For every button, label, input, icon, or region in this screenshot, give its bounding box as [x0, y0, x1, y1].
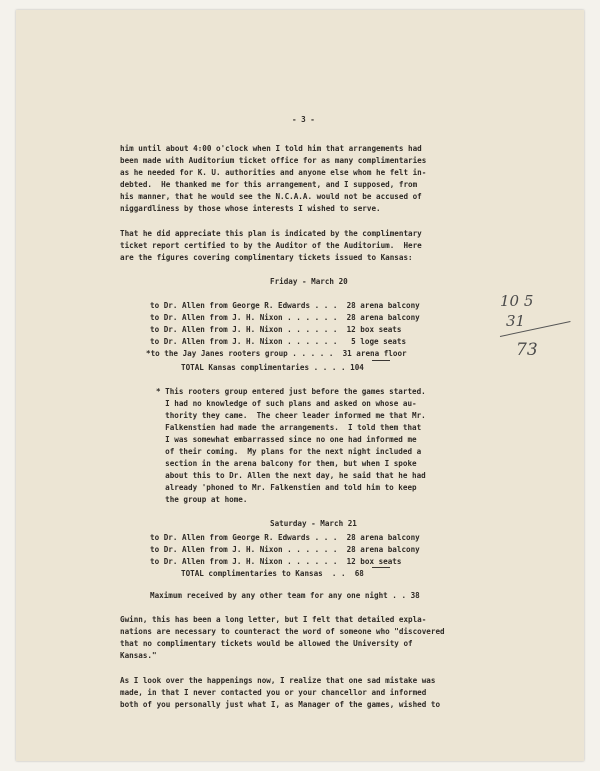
ticket-row: to Dr. Allen from J. H. Nixon . . . . . . 12 box seats: [150, 325, 402, 334]
ticket-row: to Dr. Allen from George R. Edwards . . . 28 arena balcony: [150, 301, 420, 310]
footnote-line: the group at home.: [156, 495, 248, 504]
ticket-row: to Dr. Allen from J. H. Nixon . . . . . . 28 arena balcony: [150, 313, 420, 322]
ticket-row: to Dr. Allen from J. H. Nixon . . . . . . 5 loge seats: [150, 337, 407, 346]
footnote-line: I was somewhat embarrassed since no one had informed me: [156, 435, 417, 444]
paragraph-line: That he did appreciate this plan is indicated by the complimentary: [120, 229, 422, 238]
footnote-line: already 'phoned to Mr. Falkenstien and told him to keep: [156, 483, 417, 492]
saturday-total: TOTAL complimentaries to Kansas . . 68: [181, 569, 364, 578]
paragraph-line: Kansas.": [120, 651, 157, 660]
footnote-line: of their coming. My plans for the next night included a: [156, 447, 422, 456]
footnote-line: * This rooters group entered just before the games started.: [156, 387, 426, 396]
page-number: - 3 -: [292, 115, 315, 124]
letter-page: [16, 10, 584, 761]
handwritten-note: 31: [506, 312, 526, 330]
paragraph-line: as he needed for K. U. authorities and anyone else whom he felt in-: [120, 168, 427, 177]
ticket-row: to Dr. Allen from George R. Edwards . . . 28 arena balcony: [150, 533, 420, 542]
saturday-subtotal-rule: [372, 567, 390, 568]
paragraph-line: both of you personally just what I, as Manager of the games, wished to: [120, 700, 441, 709]
friday-subtotal-rule: [372, 360, 390, 361]
paragraph-line: debted. He thanked me for this arrangement, and I supposed, from: [120, 180, 418, 189]
ticket-row: to Dr. Allen from J. H. Nixon . . . . . . 28 arena balcony: [150, 545, 420, 554]
ticket-row: *to the Jay Janes rooters group . . . . . 31 arena floor: [146, 349, 407, 358]
footnote-line: thority they came. The cheer leader informed me that Mr.: [156, 411, 426, 420]
paragraph-line: that no complimentary tickets would be allowed the University of: [120, 639, 413, 648]
handwritten-note: 73: [516, 340, 538, 360]
paragraph-line: As I look over the happenings now, I realize that one sad mistake was: [120, 676, 436, 685]
paragraph-line: him until about 4:00 o'clock when I told him that arrangements had: [120, 144, 422, 153]
saturday-heading: Saturday - March 21: [270, 519, 357, 528]
maximum-line: Maximum received by any other team for any one night . . 38: [150, 591, 420, 600]
paragraph-line: made, in that I never contacted you or your chancellor and informed: [120, 688, 427, 697]
paragraph-line: his manner, that he would see the N.C.A.A. would not be accused of: [120, 192, 422, 201]
paragraph-line: are the figures covering complimentary tickets issued to Kansas:: [120, 253, 413, 262]
friday-heading: Friday - March 20: [270, 277, 348, 286]
ticket-row: to Dr. Allen from J. H. Nixon . . . . . . 12 box seats: [150, 557, 402, 566]
handwritten-note: 10 5: [500, 292, 534, 310]
paragraph-line: nations are necessary to counteract the word of someone who "discovered: [120, 627, 445, 636]
friday-total: TOTAL Kansas complimentaries . . . . 104: [181, 363, 364, 372]
footnote-line: I had no knowledge of such plans and asked on whose au-: [156, 399, 417, 408]
footnote-line: Falkenstien had made the arrangements. I told them that: [156, 423, 422, 432]
paragraph-line: Gwinn, this has been a long letter, but I felt that detailed expla-: [120, 615, 427, 624]
paragraph-line: been made with Auditorium ticket office for as many complimentaries: [120, 156, 427, 165]
footnote-line: about this to Dr. Allen the next day, he said that he had: [156, 471, 426, 480]
footnote-line: section in the arena balcony for them, but when I spoke: [156, 459, 417, 468]
paragraph-line: ticket report certified to by the Auditor of the Auditorium. Here: [120, 241, 422, 250]
paragraph-line: niggardliness by those whose interests I wished to serve.: [120, 204, 381, 213]
